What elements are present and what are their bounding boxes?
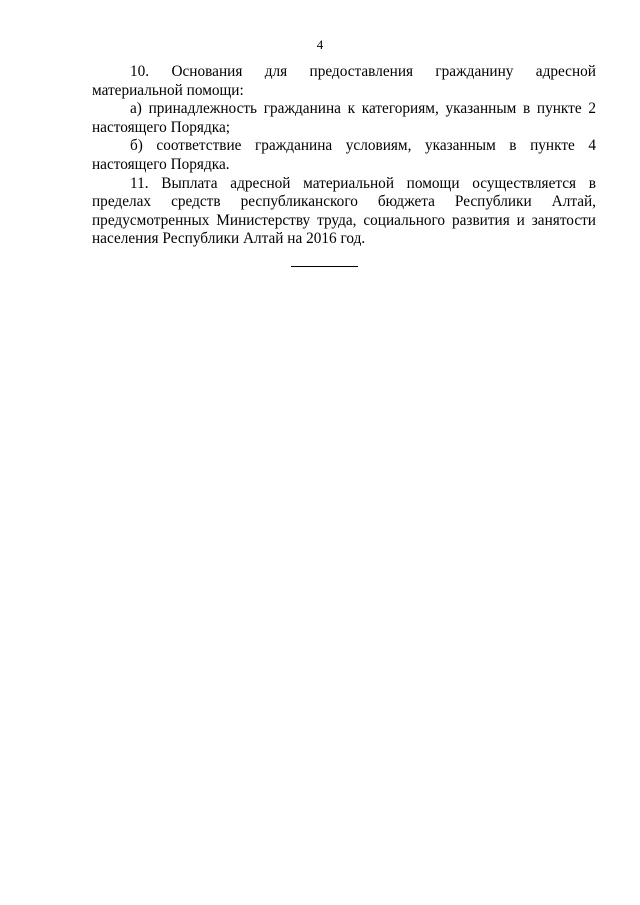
document-body [92,63,596,249]
paragraph-10b: б) соответствие гражданина условиям, указанным в пункте 4 настоящего Порядка. [92,137,596,173]
paragraph-10: 10. Основания для предоставления гражданину адресной материальной помощи: [92,63,596,99]
end-divider-line [291,266,358,267]
paragraph-10a: а) принадлежность гражданина к категориям, указанным в пункте 2 настоящего Порядка; [92,100,596,136]
page-number: 4 [316,37,324,52]
paragraph-11: 11. Выплата адресной материальной помощи осуществляется в пределах средств республиканского бюджета Республики Алтай, предусмотренных Министерству труда, социального развития и занятости населения Республики Алтай на 2016 год. [92,174,596,248]
